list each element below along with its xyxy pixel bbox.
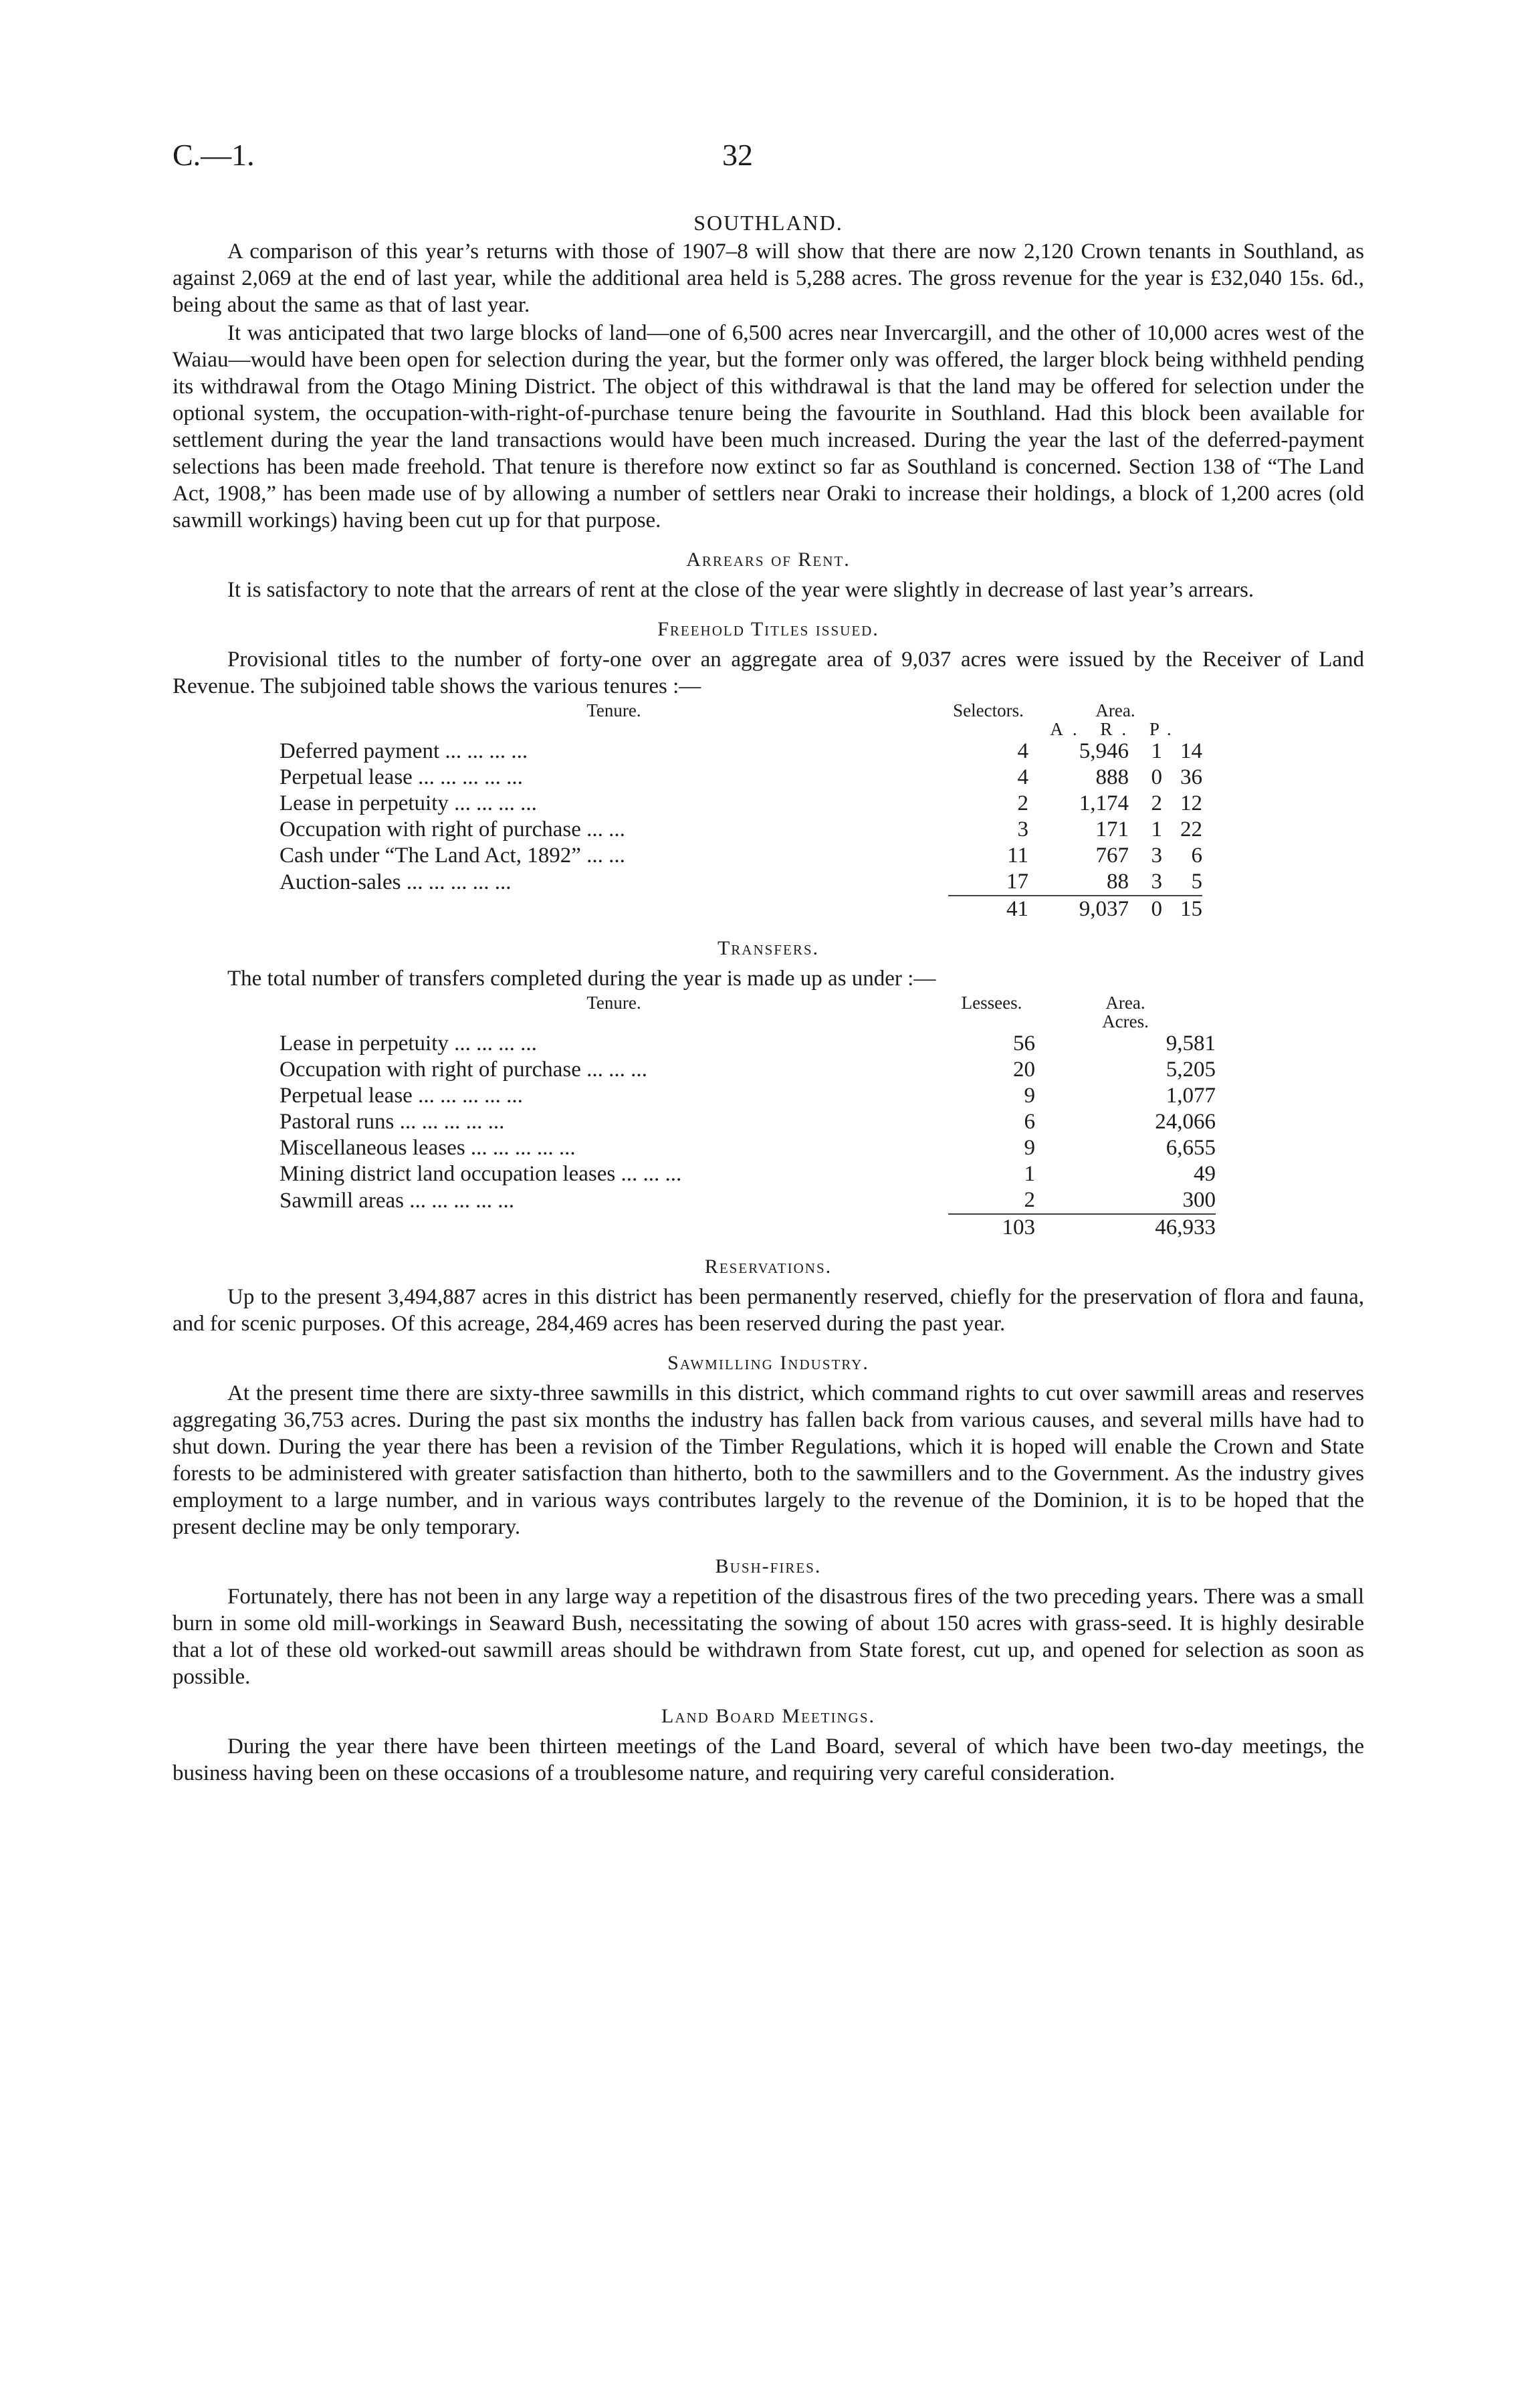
table-row: [280, 817, 1202, 843]
row-selectors: 4: [1017, 739, 1028, 763]
table-header-tenure: Tenure.: [586, 993, 641, 1013]
row-tenure: Occupation with right of purchase ... ... ...: [280, 1058, 647, 1082]
row-tenure: Lease in perpetuity ... ... ... ...: [280, 791, 537, 815]
row-tenure: Deferred payment ... ... ... ...: [280, 739, 528, 763]
row-roods: 3: [1151, 843, 1162, 868]
row-lessees: 56: [1013, 1031, 1035, 1056]
table-total-row: [280, 1214, 1216, 1241]
row-area: 49: [1194, 1162, 1216, 1186]
landboard-heading: Land Board Meetings.: [661, 1705, 875, 1727]
total-perches: 15: [1162, 896, 1202, 922]
row-roods: 1: [1151, 817, 1162, 841]
section-title: SOUTHLAND.: [693, 211, 843, 235]
freehold-titles-table: [280, 701, 1202, 922]
row-lessees: 2: [1024, 1188, 1035, 1212]
total-acres: 9,037: [1028, 896, 1129, 922]
intro-paragraph-2: It was anticipated that two large blocks of land—one of 6,500 acres near Invercargill, and the other of 10,000 acres west of the Waiau—would have been open for selection during the year, but the former only was offered, the larger block being withheld pending its withdrawal from the Otago Mining District. The object of this withdrawal is that the land may be offered for selection under the optional system, the occupation-with-right-of-purchase tenure being the favourite in Southland. Had this block been available for settlement during the year the land transactions would have been much increased. During the year the last of the deferred-payment selections has been made freehold. That tenure is therefore now extinct so far as Southland is concerned. Section 138 of “The Land Act, 1908,” has been made use of by allowing a number of settlers near Oraki to increase their holdings, a block of 1,200 acres (old sawmill workings) having been cut up for that purpose.: [173, 321, 1364, 532]
row-selectors: 3: [1017, 817, 1028, 841]
row-tenure: Pastoral runs ... ... ... ... ...: [280, 1110, 505, 1134]
landboard-paragraph: During the year there have been thirteen meetings of the Land Board, several of which have been two-day meetings, the business having been on these occasions of a troublesome nature, and requiring very careful consideration.: [173, 1734, 1364, 1785]
row-perches: 5: [1191, 870, 1202, 894]
row-lessees: 20: [1013, 1058, 1035, 1082]
transfers-paragraph: The total number of transfers completed during the year is made up as under :—: [227, 967, 936, 991]
freehold-paragraph: Provisional titles to the number of forty-one over an aggregate area of 9,037 acres were issued by the Receiver of Land Revenue. The subjoined table shows the various tenures :—: [173, 647, 1364, 698]
row-tenure: Mining district land occupation leases ... ... ...: [280, 1162, 682, 1186]
table-total-row: [280, 896, 1202, 922]
row-lessees: 6: [1024, 1110, 1035, 1134]
sawmilling-paragraph: At the present time there are sixty-three sawmills in this district, which command rights to cut over sawmill areas and reserves aggregating 36,753 acres. During the past six months the industry has fallen back from various causes, and several mills have had to shut down. During the year there has been a revision of the Timber Regulations, which it is hoped will enable the Crown and State forests to be administered with greater satisfaction than hitherto, both to the sawmillers and to the Government. As the industry gives employment to a large number, and in various ways contributes largely to the revenue of the Dominion, it is to be hoped that the present decline may be only temporary.: [173, 1381, 1364, 1539]
row-roods: 0: [1151, 765, 1162, 789]
reservations-heading: Reservations.: [704, 1256, 833, 1278]
table-row: [280, 1161, 1216, 1187]
row-acres: 1,174: [1079, 791, 1129, 815]
row-tenure: Auction-sales ... ... ... ... ...: [280, 870, 512, 894]
reservations-paragraph: Up to the present 3,494,887 acres in this district has been permanently reserved, chiefly for the preservation of flora and fauna, and for scenic purposes. Of this acreage, 284,469 acres has been reserved during the past year.: [173, 1285, 1364, 1336]
row-selectors: 4: [1017, 765, 1028, 789]
freehold-heading: Freehold Titles issued.: [657, 618, 879, 640]
row-perches: 22: [1180, 817, 1202, 841]
page-number: 32: [722, 138, 753, 172]
table-header-selectors: Selectors.: [953, 700, 1024, 720]
table-header-units: Acres.: [1102, 1011, 1149, 1031]
row-acres: 767: [1095, 843, 1129, 868]
row-perches: 36: [1180, 765, 1202, 789]
total-selectors: 41: [948, 896, 1028, 922]
total-roods: 0: [1129, 896, 1162, 922]
row-area: 300: [1182, 1188, 1216, 1212]
table-row: [280, 1109, 1216, 1135]
row-selectors: 17: [1006, 870, 1028, 894]
table-row: [280, 1187, 1216, 1214]
text-column: [173, 204, 1364, 1788]
table-row: [280, 1083, 1216, 1109]
table-row: [280, 765, 1202, 791]
row-area: 6,655: [1166, 1136, 1216, 1160]
table-header-units: A. R. P.: [1050, 719, 1181, 739]
row-tenure: Perpetual lease ... ... ... ... ...: [280, 765, 523, 789]
row-lessees: 9: [1024, 1136, 1035, 1160]
row-acres: 888: [1095, 765, 1129, 789]
table-row: [280, 1135, 1216, 1161]
arrears-paragraph: It is satisfactory to note that the arrears of rent at the close of the year were slightly in decrease of last year’s arrears.: [227, 578, 1254, 602]
row-tenure: Miscellaneous leases ... ... ... ... ...: [280, 1136, 576, 1160]
table-row: [280, 869, 1202, 896]
row-roods: 2: [1151, 791, 1162, 815]
row-acres: 5,946: [1079, 739, 1129, 763]
row-tenure: Occupation with right of purchase ... ...: [280, 817, 625, 841]
intro-paragraph-1: A comparison of this year’s returns with those of 1907–8 will show that there are now 2,120 Crown tenants in Southland, as against 2,069 at the end of last year, while the additional area held is 5,288 acres. The gross revenue for the year is £32,040 15s. 6d., being about the same as that of last year.: [173, 239, 1364, 317]
row-perches: 12: [1180, 791, 1202, 815]
row-area: 5,205: [1166, 1058, 1216, 1082]
row-area: 24,066: [1155, 1110, 1216, 1134]
table-row: [280, 1031, 1216, 1057]
transfers-heading: Transfers.: [717, 937, 820, 959]
row-acres: 171: [1095, 817, 1129, 841]
table-header-area: Area.: [1105, 993, 1145, 1013]
table-header-area: Area.: [1095, 700, 1135, 720]
row-area: 1,077: [1166, 1084, 1216, 1108]
sawmilling-heading: Sawmilling Industry.: [667, 1352, 869, 1374]
transfers-table: [280, 993, 1216, 1241]
row-perches: 14: [1180, 739, 1202, 763]
row-tenure: Perpetual lease ... ... ... ... ...: [280, 1084, 523, 1108]
row-roods: 3: [1151, 870, 1162, 894]
table-row: [280, 843, 1202, 869]
report-reference: C.—1.: [173, 138, 255, 172]
total-area: 46,933: [1035, 1214, 1216, 1241]
row-tenure: Cash under “The Land Act, 1892” ... ...: [280, 843, 625, 868]
arrears-heading: Arrears of Rent.: [686, 548, 851, 571]
table-row: [280, 791, 1202, 817]
row-roods: 1: [1151, 739, 1162, 763]
table-row: [280, 1057, 1216, 1083]
row-selectors: 11: [1007, 843, 1028, 868]
row-lessees: 1: [1024, 1162, 1035, 1186]
row-tenure: Sawmill areas ... ... ... ... ...: [280, 1188, 515, 1213]
table-header-lessees: Lessees.: [961, 993, 1022, 1013]
bushfires-paragraph: Fortunately, there has not been in any large way a repetition of the disastrous fires of the two preceding years. There was a small burn in some old mill-workings in Seaward Bush, necessitating the sowing of about 150 acres with grass-seed. It is highly desirable that a lot of these old worked-out sawmill areas should be withdrawn from State forest, cut up, and opened for selection as soon as possible.: [173, 1585, 1364, 1689]
row-lessees: 9: [1024, 1084, 1035, 1108]
row-area: 9,581: [1166, 1031, 1216, 1056]
bushfires-heading: Bush-fires.: [715, 1555, 822, 1577]
table-row: [280, 738, 1202, 765]
table-header-tenure: Tenure.: [586, 700, 641, 720]
total-lessees: 103: [948, 1214, 1035, 1241]
row-acres: 88: [1107, 870, 1129, 894]
row-tenure: Lease in perpetuity ... ... ... ...: [280, 1031, 537, 1056]
row-perches: 6: [1191, 843, 1202, 868]
row-selectors: 2: [1017, 791, 1028, 815]
